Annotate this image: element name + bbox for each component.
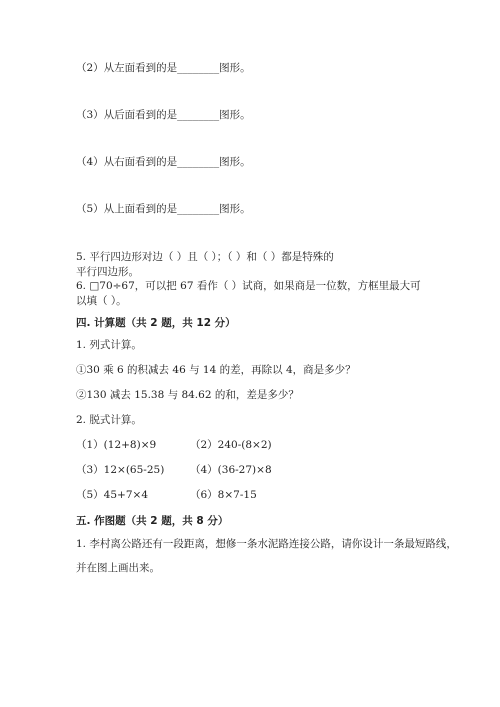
view-question-right: （4）从右面看到的是________图形。 bbox=[76, 156, 251, 168]
view-question-left: （2）从左面看到的是________图形。 bbox=[76, 62, 251, 74]
drawing-question-line-1: 1. 李村离公路还有一段距离，想修一条水泥路连接公路，请你设计一条最短路线， bbox=[76, 538, 457, 550]
question-5-line-1: 5. 平行四边形对边（ ）且（ ）；（ ）和（ ）都是特殊的 bbox=[76, 251, 334, 263]
view-question-back: （3）从后面看到的是________图形。 bbox=[76, 109, 251, 121]
question-5-line-2: 平行四边形。 bbox=[76, 266, 139, 278]
drawing-question-line-2: 并在图上画出来。 bbox=[76, 562, 160, 574]
question-6-line-2: 以填（ ）。 bbox=[76, 295, 127, 307]
list-calc-question-2: ②130 减去 15.38 与 84.62 的和，差是多少？ bbox=[76, 389, 299, 401]
calc-item-1: （1）(12+8)×9 bbox=[76, 439, 157, 451]
list-calc-label: 1. 列式计算。 bbox=[76, 339, 142, 351]
list-calc-question-1: ①30 乘 6 的积减去 46 与 14 的差，再除以 4，商是多少？ bbox=[76, 364, 356, 376]
question-6-line-1: 6. □70÷67，可以把 67 看作（ ）试商，如果商是一位数，方框里最大可 bbox=[76, 280, 421, 292]
calc-item-4: （4）(36-27)×8 bbox=[190, 464, 272, 476]
step-calc-label: 2. 脱式计算。 bbox=[76, 414, 142, 426]
section-5-title: 五. 作图题（共 2 题，共 8 分） bbox=[76, 515, 229, 527]
calc-item-3: （3）12×(65-25) bbox=[76, 464, 165, 476]
view-question-top: （5）从上面看到的是________图形。 bbox=[76, 203, 251, 215]
section-4-title: 四. 计算题（共 2 题，共 12 分） bbox=[76, 317, 236, 329]
calc-item-2: （2）240-(8×2) bbox=[190, 439, 272, 451]
calc-item-5: （5）45+7×4 bbox=[76, 489, 148, 501]
calc-item-6: （6）8×7-15 bbox=[190, 489, 257, 501]
